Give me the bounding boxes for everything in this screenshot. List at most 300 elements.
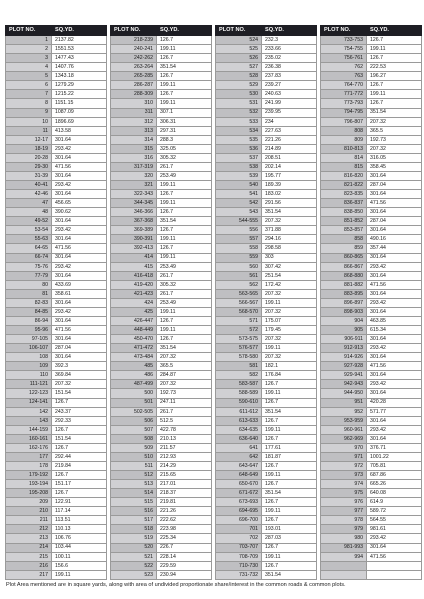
table-row (111, 63, 212, 72)
table-row (111, 298, 212, 307)
table-row (6, 543, 107, 552)
sq-yd-cell: 219.84 (52, 461, 107, 470)
plot-number-cell: 762 (321, 63, 367, 72)
table-row (111, 307, 212, 316)
table-row (6, 489, 107, 498)
plot-number-cell: 160-161 (6, 434, 52, 443)
sq-yd-cell: 293.42 (52, 226, 107, 235)
table-row (111, 353, 212, 362)
plot-number-cell: 8 (6, 99, 52, 108)
plot-number-cell: 502-505 (111, 407, 157, 416)
table-row (111, 407, 212, 416)
sq-yd-cell: 196.27 (367, 72, 422, 81)
sq-yd-cell: 301.64 (52, 316, 107, 325)
table-row (321, 226, 422, 235)
plot-number-cell: 11 (6, 126, 52, 135)
plot-no-header: PLOT NO. (111, 26, 157, 36)
plot-number-cell: 211 (6, 516, 52, 525)
sq-yd-cell: 221.26 (157, 507, 212, 516)
plot-number-cell: 754-755 (321, 45, 367, 54)
plot-number-cell: 540 (216, 181, 262, 190)
plot-number-cell: 106-107 (6, 344, 52, 353)
table-row (111, 507, 212, 516)
plot-number-cell: 20-28 (6, 153, 52, 162)
table-row (111, 108, 212, 117)
plot-number-cell: 512 (111, 471, 157, 480)
table-row (321, 81, 422, 90)
sq-yd-cell: 126.7 (262, 480, 317, 489)
table-row (6, 226, 107, 235)
table-row (111, 36, 212, 45)
table-row (321, 326, 422, 335)
plot-number-cell: 55-63 (6, 235, 52, 244)
table-row (321, 271, 422, 280)
table-row (111, 81, 212, 90)
sq-yd-header: SQ.YD. (157, 26, 212, 36)
sq-yd-cell: 192.73 (157, 389, 212, 398)
plot-number-cell: 815 (321, 162, 367, 171)
table-row (111, 144, 212, 153)
sq-yd-cell: 981.61 (367, 525, 422, 534)
table-row (216, 507, 317, 516)
sq-yd-cell: 301.64 (367, 208, 422, 217)
sq-yd-cell: 126.7 (157, 316, 212, 325)
plot-number-cell: 265-285 (111, 72, 157, 81)
sq-yd-cell: 471.56 (367, 362, 422, 371)
table-row (216, 480, 317, 489)
table-row (216, 226, 317, 235)
sq-yd-cell: 307.42 (262, 262, 317, 271)
sq-yd-cell: 192.73 (367, 135, 422, 144)
sq-yd-cell: 589.72 (367, 507, 422, 516)
plot-number-cell: 944-950 (321, 389, 367, 398)
plot-number-cell: 143 (6, 416, 52, 425)
table-row (321, 543, 422, 552)
sq-yd-cell: 126.7 (262, 398, 317, 407)
plot-number-cell: 414 (111, 253, 157, 262)
plot-number-cell: 838-850 (321, 208, 367, 217)
sq-yd-cell: 376.71 (367, 443, 422, 452)
table-row (6, 99, 107, 108)
table-row (216, 307, 317, 316)
plot-number-cell: 702 (216, 534, 262, 543)
plot-number-cell: 487-499 (111, 380, 157, 389)
sq-yd-cell: 490.16 (367, 235, 422, 244)
table-row (321, 407, 422, 416)
table-row (111, 552, 212, 561)
sq-yd-cell: 126.7 (157, 335, 212, 344)
sq-yd-cell: 195.77 (262, 171, 317, 180)
table-row (216, 407, 317, 416)
table-row (6, 344, 107, 353)
plot-number-cell: 425 (111, 307, 157, 316)
plot-no-header: PLOT NO. (6, 26, 52, 36)
plot-number-cell: 981-993 (321, 543, 367, 552)
plot-number-cell: 531 (216, 99, 262, 108)
table-row (321, 72, 422, 81)
sq-yd-cell: 287.04 (52, 344, 107, 353)
plot-number-cell (321, 561, 367, 570)
sq-yd-cell: 182.1 (262, 362, 317, 371)
sq-yd-cell: 181.87 (262, 452, 317, 461)
sq-yd-cell: 456.65 (52, 199, 107, 208)
sq-yd-cell: 2137.82 (52, 36, 107, 45)
plot-number-cell: 537 (216, 153, 262, 162)
sq-yd-cell: 207.32 (262, 217, 317, 226)
table-row (216, 181, 317, 190)
plot-number-cell: 821-822 (321, 181, 367, 190)
table-row (216, 162, 317, 171)
plot-number-cell: 522 (111, 561, 157, 570)
plot-number-cell: 701 (216, 525, 262, 534)
table-row (321, 117, 422, 126)
sq-yd-cell: 390.62 (52, 208, 107, 217)
plot-number-cell: 47 (6, 199, 52, 208)
plot-number-cell: 510 (111, 452, 157, 461)
plot-number-cell: 500 (111, 389, 157, 398)
plot-number-cell: 10 (6, 117, 52, 126)
sq-yd-cell: 126.7 (157, 226, 212, 235)
table-row (216, 289, 317, 298)
sq-yd-cell: 207.32 (367, 117, 422, 126)
table-row (6, 108, 107, 117)
plot-number-cell: 424 (111, 298, 157, 307)
plot-number-cell: 84-85 (6, 307, 52, 316)
sq-yd-cell: 301.64 (367, 353, 422, 362)
plot-number-cell: 544-555 (216, 217, 262, 226)
plot-number-cell: 312 (111, 117, 157, 126)
plot-number-cell: 538 (216, 162, 262, 171)
sq-yd-cell: 1151.15 (52, 99, 107, 108)
table-row (321, 534, 422, 543)
sq-yd-cell: 253.49 (157, 171, 212, 180)
plot-number-cell: 122-123 (6, 389, 52, 398)
table-row (216, 389, 317, 398)
table-header-row (111, 26, 212, 36)
sq-yd-cell: 199.11 (262, 552, 317, 561)
plot-number-cell: 977 (321, 507, 367, 516)
plot-number-cell: 808 (321, 126, 367, 135)
table-row (321, 516, 422, 525)
plot-number-cell: 524 (216, 36, 262, 45)
table-row (216, 489, 317, 498)
table-row (216, 153, 317, 162)
plot-number-cell: 286-287 (111, 81, 157, 90)
sq-yd-cell: 365.5 (367, 126, 422, 135)
table-row (216, 244, 317, 253)
table-row (111, 244, 212, 253)
sq-yd-cell: 221.26 (262, 135, 317, 144)
plot-number-cell: 823-835 (321, 190, 367, 199)
plot-number-cell: 927-928 (321, 362, 367, 371)
sq-yd-cell: 211.57 (157, 443, 212, 452)
plot-table-4 (320, 25, 422, 580)
table-row (6, 498, 107, 507)
table-row (216, 543, 317, 552)
table-row (111, 389, 212, 398)
table-row (6, 389, 107, 398)
plot-number-cell: 648-649 (216, 471, 262, 480)
sq-yd-header: SQ.YD. (367, 26, 422, 36)
plot-number-cell: 195-208 (6, 489, 52, 498)
table-row (6, 461, 107, 470)
plot-number-cell: 771-772 (321, 90, 367, 99)
sq-yd-cell: 301.64 (367, 253, 422, 262)
plot-number-cell: 108 (6, 353, 52, 362)
table-row (111, 135, 212, 144)
plot-number-cell: 517 (111, 516, 157, 525)
sq-yd-cell: 615.34 (367, 326, 422, 335)
plot-number-cell: 310 (111, 99, 157, 108)
table-row (111, 190, 212, 199)
table-row (321, 335, 422, 344)
plot-number-cell: 75-76 (6, 262, 52, 271)
sq-yd-cell: 705.81 (367, 461, 422, 470)
sq-yd-cell: 413.58 (52, 126, 107, 135)
sq-yd-cell: 261.7 (157, 162, 212, 171)
plot-number-cell: 486 (111, 371, 157, 380)
sq-yd-cell: 207.32 (157, 353, 212, 362)
sq-yd-header: SQ.YD. (52, 26, 107, 36)
table-row (6, 253, 107, 262)
plot-number-cell: 525 (216, 45, 262, 54)
table-row (216, 525, 317, 534)
table-row (6, 271, 107, 280)
plot-number-cell: 450-470 (111, 335, 157, 344)
sq-yd-cell: 126.7 (157, 36, 212, 45)
plot-number-cell: 528 (216, 72, 262, 81)
table-row (321, 262, 422, 271)
plot-number-cell: 215 (6, 552, 52, 561)
plot-number-cell: 731-732 (216, 570, 262, 579)
plot-no-header: PLOT NO. (216, 26, 262, 36)
table-row (216, 461, 317, 470)
table-row (6, 307, 107, 316)
plot-number-cell: 634-635 (216, 425, 262, 434)
plot-number-cell: 5 (6, 72, 52, 81)
plot-number-cell: 415 (111, 262, 157, 271)
sq-yd-cell: 126.7 (52, 443, 107, 452)
sq-yd-cell: 151.54 (52, 434, 107, 443)
table-row (321, 570, 422, 579)
table-row (216, 344, 317, 353)
sq-yd-cell: 175.07 (262, 316, 317, 325)
plot-number-cell: 367-368 (111, 217, 157, 226)
plot-number-cell: 529 (216, 81, 262, 90)
table-row (321, 552, 422, 561)
plot-number-cell: 18-19 (6, 144, 52, 153)
table-row (111, 371, 212, 380)
table-row (321, 190, 422, 199)
plot-number-cell: 898-903 (321, 307, 367, 316)
plot-number-cell: 566-567 (216, 298, 262, 307)
plot-number-cell: 448-449 (111, 326, 157, 335)
plot-number-cell: 866-867 (321, 262, 367, 271)
plot-number-cell: 40-41 (6, 181, 52, 190)
plot-number-cell: 858 (321, 235, 367, 244)
sq-yd-cell: 207.32 (262, 353, 317, 362)
plot-number-cell: 851-852 (321, 217, 367, 226)
plot-number-cell: 110 (6, 371, 52, 380)
plot-number-cell: 860-865 (321, 253, 367, 262)
table-row (111, 335, 212, 344)
plot-number-cell: 31-39 (6, 171, 52, 180)
table-row (6, 217, 107, 226)
table-row (6, 135, 107, 144)
plot-number-cell: 209 (6, 498, 52, 507)
table-row (216, 353, 317, 362)
sq-yd-cell: 512.5 (157, 416, 212, 425)
plot-number-cell: 733-753 (321, 36, 367, 45)
table-row (111, 45, 212, 54)
table-row (321, 289, 422, 298)
table-row (216, 561, 317, 570)
plot-number-cell: 523 (111, 570, 157, 579)
table-row (321, 452, 422, 461)
table-row (216, 36, 317, 45)
sq-yd-cell: 199.11 (157, 199, 212, 208)
plot-number-cell: 48 (6, 208, 52, 217)
plot-number-cell: 960-961 (321, 425, 367, 434)
table-row (216, 552, 317, 561)
plot-number-cell: 263-264 (111, 63, 157, 72)
table-row (6, 153, 107, 162)
table-row (6, 72, 107, 81)
plot-number-cell: 763 (321, 72, 367, 81)
sq-yd-cell: 233.66 (262, 45, 317, 54)
sq-yd-cell: 208.51 (262, 153, 317, 162)
plot-number-cell: 521 (111, 552, 157, 561)
table-row (111, 271, 212, 280)
table-row (111, 253, 212, 262)
sq-yd-cell: 126.7 (367, 54, 422, 63)
plot-number-cell: 42-46 (6, 190, 52, 199)
table-row (321, 461, 422, 470)
table-row (6, 561, 107, 570)
sq-yd-cell: 420.28 (367, 398, 422, 407)
table-row (216, 171, 317, 180)
sq-yd-cell: 230.94 (157, 570, 212, 579)
table-row (111, 480, 212, 489)
sq-yd-cell: 251.54 (262, 271, 317, 280)
table-row (111, 235, 212, 244)
plot-number-cell: 4 (6, 63, 52, 72)
sq-yd-cell: 110.13 (52, 525, 107, 534)
table-row (216, 443, 317, 452)
table-row (321, 380, 422, 389)
sq-yd-cell: 293.42 (367, 262, 422, 271)
table-row (216, 398, 317, 407)
sq-yd-cell: 199.11 (157, 99, 212, 108)
table-row (216, 199, 317, 208)
sq-yd-cell: 199.11 (367, 45, 422, 54)
table-row (216, 262, 317, 271)
sq-yd-cell: 287.03 (262, 534, 317, 543)
plot-number-cell: 929-941 (321, 371, 367, 380)
sq-yd-cell: 301.64 (367, 226, 422, 235)
plot-number-cell: 314 (111, 135, 157, 144)
table-row (6, 534, 107, 543)
table-row (216, 534, 317, 543)
plot-number-cell: 559 (216, 253, 262, 262)
plot-number-cell: 794-795 (321, 108, 367, 117)
sq-yd-cell: 1551.53 (52, 45, 107, 54)
sq-yd-cell: 239.95 (262, 108, 317, 117)
sq-yd-cell: 177.61 (262, 443, 317, 452)
sq-yd-cell: 226.7 (157, 543, 212, 552)
plot-number-cell: 212 (6, 525, 52, 534)
plot-number-cell: 583-587 (216, 380, 262, 389)
plot-number-cell: 526 (216, 54, 262, 63)
sq-yd-cell: 183.02 (262, 190, 317, 199)
plot-number-cell: 217 (6, 570, 52, 579)
sq-yd-cell: 640.08 (367, 489, 422, 498)
plot-number-cell: 421-423 (111, 289, 157, 298)
plot-table-1 (5, 25, 107, 580)
sq-yd-cell: 202.14 (262, 162, 317, 171)
sq-yd-cell: 126.7 (157, 244, 212, 253)
sq-yd-cell: 293.42 (52, 181, 107, 190)
plot-number-cell: 971 (321, 452, 367, 461)
sq-yd-cell: 117.14 (52, 507, 107, 516)
sq-yd-cell: 351.54 (262, 489, 317, 498)
table-row (111, 443, 212, 452)
sq-yd-cell: 294.16 (262, 235, 317, 244)
sq-yd-cell: 126.7 (262, 543, 317, 552)
sq-yd-cell: 229.59 (157, 561, 212, 570)
plot-number-cell: 111-121 (6, 380, 52, 389)
plot-number-cell: 53-54 (6, 226, 52, 235)
sq-yd-cell: 287.04 (367, 181, 422, 190)
sq-yd-cell: 151.17 (52, 480, 107, 489)
table-row (111, 525, 212, 534)
sq-yd-cell: 471.56 (52, 244, 107, 253)
plot-number-cell: 868-880 (321, 271, 367, 280)
sq-yd-cell: 261.7 (157, 271, 212, 280)
sq-yd-cell: 433.69 (52, 280, 107, 289)
table-row (6, 81, 107, 90)
table-row (321, 235, 422, 244)
table-row (111, 54, 212, 63)
plot-number-cell: 179-192 (6, 471, 52, 480)
plot-number-cell: 369-389 (111, 226, 157, 235)
plot-number-cell: 560 (216, 262, 262, 271)
sq-yd-cell: 301.64 (52, 353, 107, 362)
table-row (6, 90, 107, 99)
sq-yd-cell: 176.84 (262, 371, 317, 380)
table-row (216, 434, 317, 443)
table-row (6, 425, 107, 434)
plot-number-cell: 144-159 (6, 425, 52, 434)
sq-yd-cell: 235.02 (262, 54, 317, 63)
plot-number-cell: 581 (216, 362, 262, 371)
sq-yd-cell: 210.13 (157, 434, 212, 443)
sq-yd-cell: 199.11 (262, 471, 317, 480)
plot-number-cell: 515 (111, 498, 157, 507)
table-row (6, 190, 107, 199)
plot-number-cell: 142 (6, 407, 52, 416)
sq-yd-cell: 253.49 (157, 298, 212, 307)
table-row (6, 63, 107, 72)
sq-yd-cell: 126.7 (262, 561, 317, 570)
sq-yd-cell: 240.63 (262, 90, 317, 99)
plot-number-cell: 240-241 (111, 45, 157, 54)
plot-number-cell: 49-52 (6, 217, 52, 226)
sq-yd-cell: 122.91 (52, 498, 107, 507)
table-row (216, 117, 317, 126)
plot-number-cell: 588-589 (216, 389, 262, 398)
sq-yd-cell: 207.32 (262, 289, 317, 298)
